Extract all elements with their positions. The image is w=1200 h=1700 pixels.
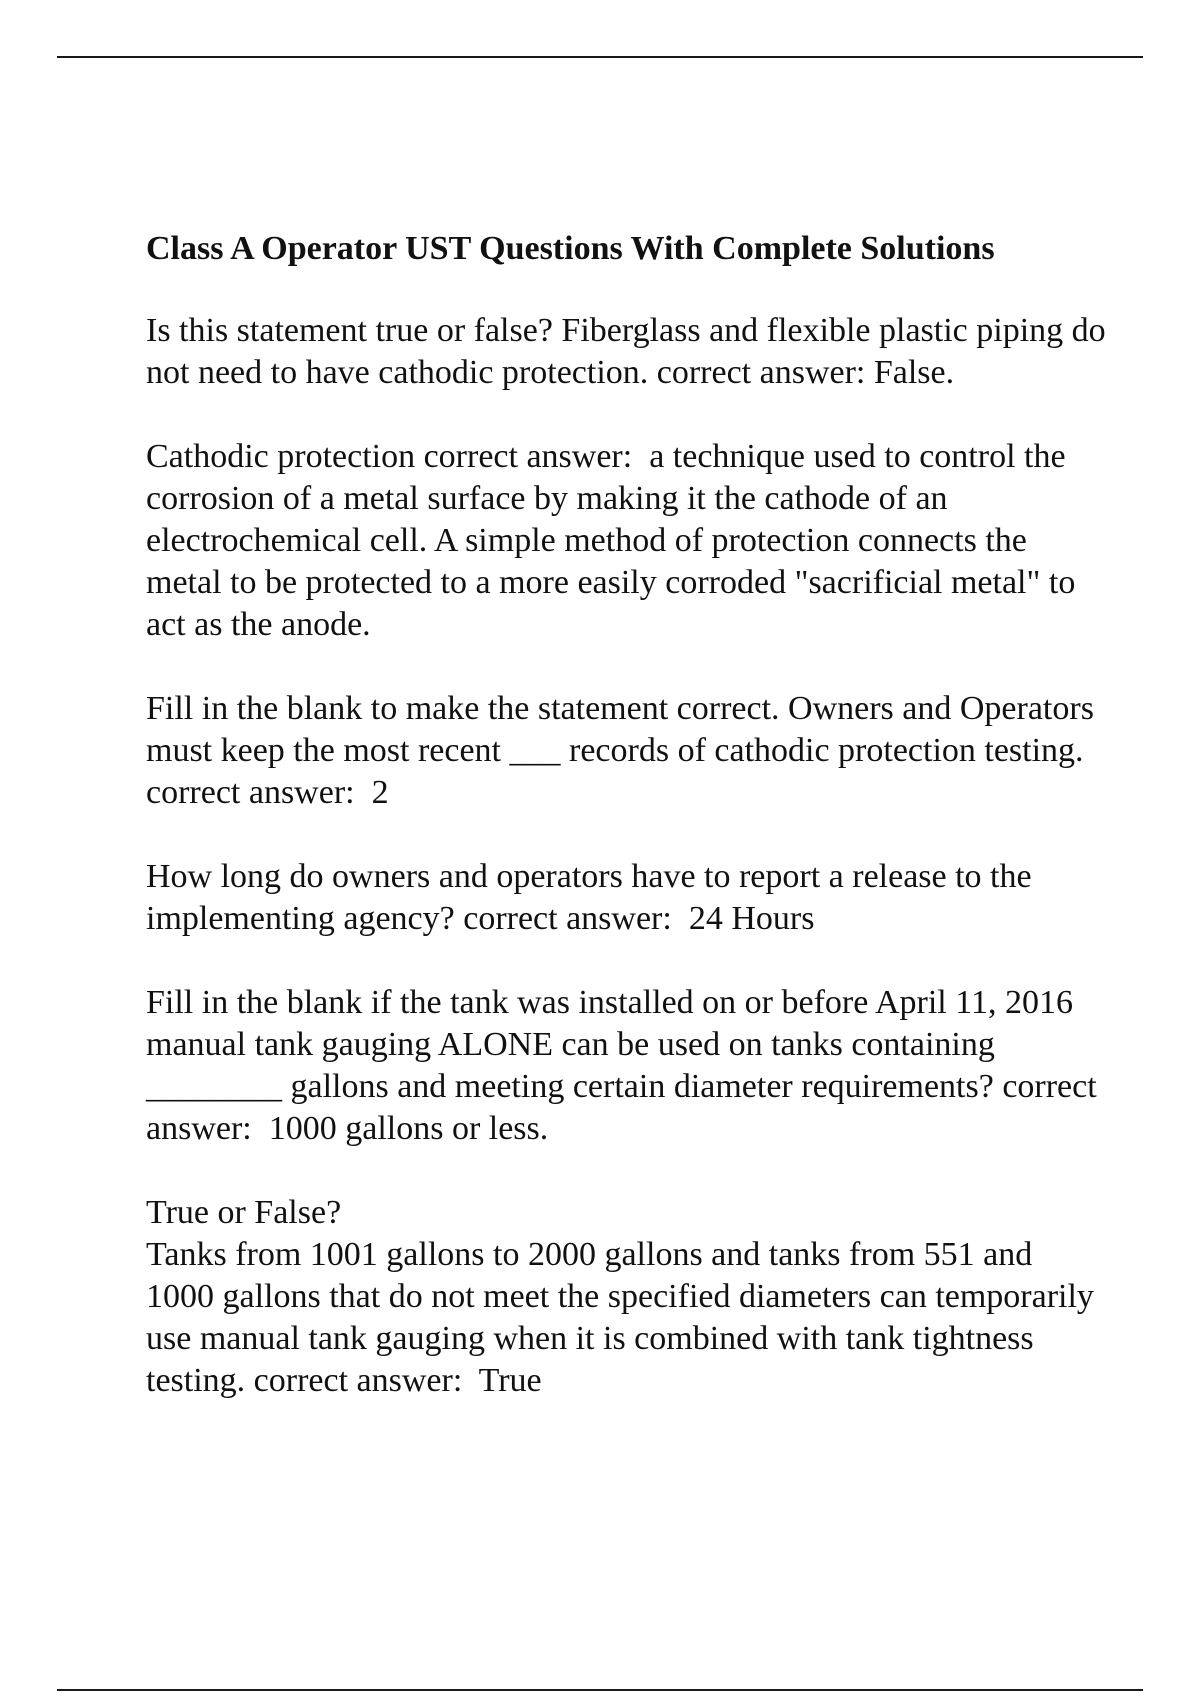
bottom-rule <box>57 1689 1143 1691</box>
qa-item-2 <box>146 436 1106 646</box>
qa-item-6 <box>146 1192 1106 1402</box>
qa-item-text: Tanks from 1001 gallons to 2000 gallons and tanks from 551 and 1000 gallons that do not meet the specified diameters can temporarily use manual tank gauging when it is combined with tank tightness testing. correct answer: True <box>146 1236 1103 1399</box>
qa-item-text: Is this statement true or false? Fiberglass and flexible plastic piping do not need to have cathodic protection. correct answer: False. <box>146 312 1115 391</box>
document-title: Class A Operator UST Questions With Complete Solutions <box>146 230 995 267</box>
qa-item-1 <box>146 310 1115 394</box>
qa-item-text: Cathodic protection correct answer: a technique used to control the corrosion of a metal surface by making it the cathode of an electrochemical cell. A simple method of protection connects the metal to be protected to a more easily corroded "sacrificial metal" to act as the anode. <box>146 438 1084 643</box>
top-rule <box>57 56 1143 58</box>
qa-item-text: Fill in the blank if the tank was installed on or before April 11, 2016 manual tank gauging ALONE can be used on tanks containing ________ gallons and meeting certain diameter requirements? correct answer: 1000 gallons or less. <box>146 984 1106 1147</box>
qa-item-5 <box>146 982 1106 1150</box>
qa-item-3 <box>146 688 1106 814</box>
qa-item-text: How long do owners and operators have to report a release to the implementing agency? correct answer: 24 Hours <box>146 858 1041 937</box>
qa-item-heading: True or False? <box>146 1194 342 1231</box>
qa-item-4 <box>146 856 1106 940</box>
qa-item-text: Fill in the blank to make the statement correct. Owners and Operators must keep the most recent ___ records of cathodic protection testing. correct answer: 2 <box>146 690 1103 811</box>
document-body <box>146 228 1115 1444</box>
